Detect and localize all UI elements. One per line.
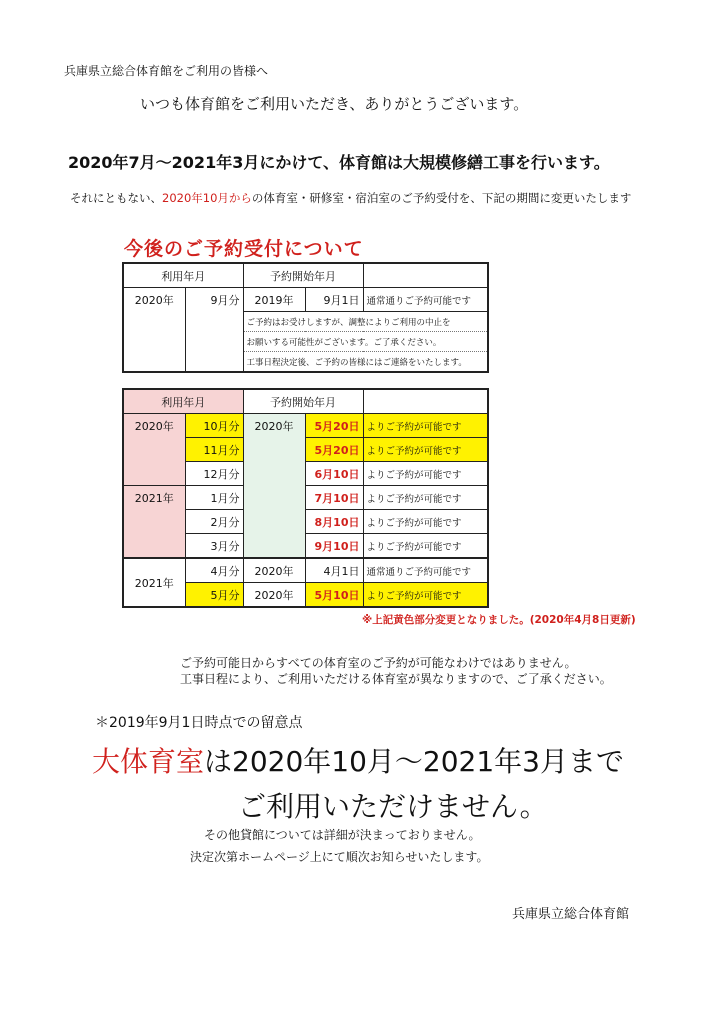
section-title: 今後のご予約受付について [124,238,364,260]
cell-year: 2021年 [123,486,185,559]
cell-status: よりご予約が可能です [363,510,488,534]
cell-start-year: 2020年 [243,583,305,608]
greeting-line: 兵庫県立総合体育館をご利用の皆様へ [64,64,269,78]
cell-date: 8月10日 [305,510,363,534]
cell-month: 1月分 [185,486,243,510]
cell-status: よりご予約が可能です [363,414,488,438]
header-blank [363,389,488,414]
cell-date: 5月20日 [305,438,363,462]
header-use: 利用年月 [123,389,243,414]
cell-status: 通常通りご予約可能です [363,558,488,583]
thanks-line: いつも体育館をご利用いただき、ありがとうございます。 [140,95,529,113]
caution-line: 工事日程により、ご利用いただける体育室が異なりますので、ご了承ください。 [180,672,612,686]
caution-line: ご予約可能日からすべての体育室のご予約が可能なわけではありません。 [180,656,577,670]
cell-month: 12月分 [185,462,243,486]
cell-start-year: 2019年 [243,288,305,312]
cell-date: 7月10日 [305,486,363,510]
cell-status: よりご予約が可能です [363,438,488,462]
cell-month: 10月分 [185,414,243,438]
cell-date: 5月20日 [305,414,363,438]
cell-month: 4月分 [185,558,243,583]
cell-date: 5月10日 [305,583,363,608]
cell-start-date: 9月1日 [305,288,363,312]
cell-status: よりご予約が可能です [363,583,488,608]
big-notice-rest: は2020年10月～2021年3月まで [204,745,624,778]
notice-pre: それにともない、 [70,191,162,205]
cell-date: 4月1日 [305,558,363,583]
headline: 2020年7月～2021年3月にかけて、体育館は大規模修繕工事を行います。 [68,153,610,172]
cell-date: 9月10日 [305,534,363,559]
cell-month: 9月分 [185,288,243,373]
other-line: その他貸館については詳細が決まっておりません。 [204,828,481,842]
header-use: 利用年月 [123,263,243,288]
cell-year: 2020年 [123,288,185,373]
point-title: ＊2019年9月1日時点での留意点 [95,715,303,731]
notice-post: の体育室・研修室・宿泊室のご予約受付を、下記の期間に変更いたします [251,191,632,205]
signature: 兵庫県立総合体育館 [512,907,630,922]
cell-date: 6月10日 [305,462,363,486]
header-start: 予約開始年月 [243,263,363,288]
cell-month: 11月分 [185,438,243,462]
cell-month: 5月分 [185,583,243,608]
cell-status: よりご予約が可能です [363,486,488,510]
cell-month: 2月分 [185,510,243,534]
update-note: ※上記黄色部分変更となりました。(2020年4月8日更新) [362,614,636,626]
note-line: お願いする可能性がございます。ご了承ください。 [243,332,488,352]
big-notice-line2: ご利用いただけません。 [238,790,548,823]
notice-red: 2020年10月から [162,191,252,205]
cell-month: 3月分 [185,534,243,559]
header-blank [363,263,488,288]
note-line: ご予約はお受けしますが、調整によりご利用の中止を [243,312,488,332]
other-line: 決定次第ホームページ上にて順次お知らせいたします。 [190,850,489,864]
cell-status: 通常通りご予約可能です [363,288,488,312]
cell-year: 2020年 [123,414,185,486]
reservation-table-current [122,262,489,373]
big-notice-red: 大体育室 [92,745,205,778]
cell-status: よりご予約が可能です [363,462,488,486]
notice-line [70,190,631,206]
big-notice-line1 [92,740,624,780]
cell-start-year: 2020年 [243,414,305,559]
header-start: 予約開始年月 [243,389,363,414]
cell-status: よりご予約が可能です [363,534,488,559]
cell-year: 2021年 [123,558,185,607]
note-line: 工事日程決定後、ご予約の皆様にはご連絡をいたします。 [243,352,488,373]
cell-start-year: 2020年 [243,558,305,583]
reservation-table-changed [122,388,489,608]
